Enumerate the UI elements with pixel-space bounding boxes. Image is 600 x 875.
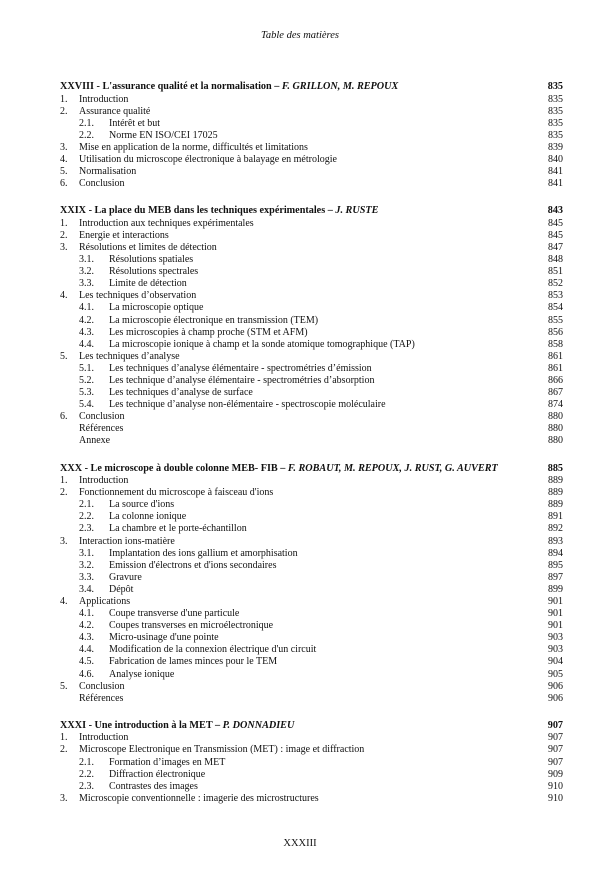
- toc-section-entry: [60, 230, 563, 242]
- entry-number: 1.: [60, 475, 68, 487]
- toc-subsection-entry: [60, 584, 563, 596]
- chapter-page-number: 885: [547, 462, 563, 474]
- entry-page-number: 901: [548, 620, 563, 632]
- entry-number: 2.: [60, 487, 68, 499]
- entry-number: 2.1.: [79, 117, 94, 129]
- toc-section-entry: [60, 423, 563, 435]
- entry-title: Formation d’images en MET: [109, 756, 226, 768]
- toc-subsection-entry: [60, 130, 563, 142]
- entry-page-number: 889: [548, 475, 563, 487]
- chapter-heading: [60, 80, 563, 94]
- entry-number: 3.3.: [79, 278, 94, 290]
- entry-title: Interaction ions-matière: [79, 535, 175, 547]
- entry-number: 3.1.: [79, 254, 94, 266]
- toc-chapter: [60, 462, 563, 705]
- entry-page-number: 904: [548, 656, 563, 668]
- toc-section-entry: [60, 693, 563, 705]
- entry-title: Les techniques d’analyse de surface: [109, 387, 253, 399]
- toc-subsection-entry: [60, 118, 563, 130]
- toc-subsection-entry: [60, 769, 563, 781]
- entry-number: 2.: [60, 744, 68, 756]
- toc-section-entry: [60, 218, 563, 230]
- entry-number: 3.1.: [79, 547, 94, 559]
- entry-title: Annexe: [79, 435, 111, 447]
- entry-title: Applications: [79, 595, 131, 607]
- entry-page-number: 897: [548, 571, 563, 583]
- entry-title: Microscope Electronique en Transmission (MET) : image et diffraction: [79, 744, 365, 756]
- entry-page-number: 866: [548, 374, 563, 386]
- entry-title: Assurance qualité: [79, 105, 151, 117]
- entry-title: Mise en application de la norme, difficultés et limitations: [79, 141, 308, 153]
- entry-number: 4.1.: [79, 302, 94, 314]
- entry-number: 3.: [60, 792, 68, 804]
- entry-number: 1.: [60, 732, 68, 744]
- toc-subsection-entry: [60, 302, 563, 314]
- entry-title: Introduction: [79, 475, 129, 487]
- entry-title: Microscopie conventionnelle : imagerie des microstructures: [79, 792, 319, 804]
- entry-page-number: 848: [548, 254, 563, 266]
- entry-page-number: 845: [548, 229, 563, 241]
- toc-section-entry: [60, 487, 563, 499]
- chapter-heading: [60, 462, 563, 476]
- page-number: XXXIII: [283, 838, 317, 849]
- entry-page-number: 861: [548, 362, 563, 374]
- toc-subsection-entry: [60, 523, 563, 535]
- entry-title: Utilisation du microscope électronique à balayage en métrologie: [79, 153, 337, 165]
- chapter-authors: J. RUSTE: [335, 205, 379, 217]
- entry-title: La source d'ions: [109, 499, 175, 511]
- entry-title: Analyse ionique: [109, 668, 175, 680]
- entry-page-number: 891: [548, 511, 563, 523]
- entry-page-number: 841: [548, 166, 563, 178]
- entry-number: 2.2.: [79, 768, 94, 780]
- chapter-title: [60, 462, 533, 476]
- chapter-page-number: 843: [547, 205, 563, 217]
- entry-page-number: 840: [548, 153, 563, 165]
- entry-title: Fonctionnement du microscope à faisceau d'ions: [79, 487, 274, 499]
- entry-page-number: 889: [548, 487, 563, 499]
- entry-title: Dépôt: [109, 583, 134, 595]
- entry-number: 4.6.: [79, 668, 94, 680]
- entry-page-number: 835: [548, 129, 563, 141]
- entry-number: 2.3.: [79, 523, 94, 535]
- entry-title: Conclusion: [79, 680, 125, 692]
- entry-title: Contrastes des images: [109, 780, 198, 792]
- entry-page-number: 909: [548, 768, 563, 780]
- toc-subsection-entry: [60, 608, 563, 620]
- entry-title: Coupe transverse d'une particule: [109, 608, 240, 620]
- entry-title: La microscopie électronique en transmission (TEM): [109, 314, 319, 326]
- entry-page-number: 910: [548, 780, 563, 792]
- entry-number: 2.2.: [79, 129, 94, 141]
- entry-page-number: 861: [548, 350, 563, 362]
- entry-page-number: 906: [548, 680, 563, 692]
- entry-page-number: 901: [548, 608, 563, 620]
- entry-title: Fabrication de lames minces pour le TEM: [109, 656, 278, 668]
- entry-number: 4.1.: [79, 608, 94, 620]
- entry-title: Conclusion: [79, 178, 125, 190]
- entry-number: 1.: [60, 217, 68, 229]
- toc-section-entry: [60, 94, 563, 106]
- chapter-title-text: XXIX - La place du MEB dans les techniques expérimentales –: [60, 205, 336, 217]
- chapter-heading: [60, 204, 563, 218]
- toc-section-entry: [60, 178, 563, 190]
- toc-section-entry: [60, 732, 563, 744]
- entry-page-number: 907: [548, 756, 563, 768]
- toc-section-entry: [60, 596, 563, 608]
- entry-title: Références: [79, 423, 124, 435]
- toc-section-entry: [60, 106, 563, 118]
- toc-subsection-entry: [60, 572, 563, 584]
- toc-section-entry: [60, 681, 563, 693]
- entry-page-number: 858: [548, 338, 563, 350]
- entry-number: 3.: [60, 141, 68, 153]
- entry-number: 4.3.: [79, 632, 94, 644]
- entry-number: 5.4.: [79, 399, 94, 411]
- entry-number: 1.: [60, 93, 68, 105]
- toc-section-entry: [60, 154, 563, 166]
- toc-subsection-entry: [60, 511, 563, 523]
- entry-number: 3.2.: [79, 559, 94, 571]
- entry-page-number: 906: [548, 692, 563, 704]
- toc-section-entry: [60, 793, 563, 805]
- chapter-authors: F. ROBAUT, M. REPOUX, J. RUST, G. AUVERT: [287, 462, 498, 474]
- toc-subsection-entry: [60, 375, 563, 387]
- entry-title: Résolutions spectrales: [109, 266, 199, 278]
- entry-page-number: 880: [548, 423, 563, 435]
- entry-number: 5.1.: [79, 362, 94, 374]
- chapter-title: [60, 80, 533, 94]
- toc-section-entry: [60, 290, 563, 302]
- toc-subsection-entry: [60, 266, 563, 278]
- chapter-heading: [60, 719, 563, 733]
- entry-page-number: 845: [548, 217, 563, 229]
- entry-number: 2.2.: [79, 511, 94, 523]
- toc-chapter: [60, 204, 563, 447]
- toc-subsection-entry: [60, 278, 563, 290]
- entry-page-number: 895: [548, 559, 563, 571]
- entry-title: Introduction aux techniques expérimentales: [79, 217, 254, 229]
- toc-section-entry: [60, 351, 563, 363]
- toc-subsection-entry: [60, 620, 563, 632]
- entry-page-number: 905: [548, 668, 563, 680]
- entry-title: Diffraction électronique: [109, 768, 206, 780]
- entry-number: 5.: [60, 350, 68, 362]
- entry-page-number: 903: [548, 632, 563, 644]
- entry-page-number: 889: [548, 499, 563, 511]
- entry-title: La colonne ionique: [109, 511, 187, 523]
- chapter-title-text: XXVIII - L'assurance qualité et la normalisation –: [60, 81, 282, 92]
- entry-number: 4.: [60, 595, 68, 607]
- entry-number: 2.3.: [79, 780, 94, 792]
- toc-subsection-entry: [60, 669, 563, 681]
- entry-page-number: 907: [548, 732, 563, 744]
- entry-number: 2.: [60, 229, 68, 241]
- toc-section-entry: [60, 166, 563, 178]
- entry-title: La microscopie optique: [109, 302, 204, 314]
- entry-title: Références: [79, 692, 124, 704]
- toc-subsection-entry: [60, 560, 563, 572]
- toc-subsection-entry: [60, 548, 563, 560]
- toc-subsection-entry: [60, 656, 563, 668]
- entry-number: 3.4.: [79, 583, 94, 595]
- entry-number: 4.2.: [79, 314, 94, 326]
- toc-section-entry: [60, 744, 563, 756]
- entry-number: 5.: [60, 680, 68, 692]
- toc-subsection-entry: [60, 363, 563, 375]
- entry-number: 5.: [60, 166, 68, 178]
- entry-page-number: 856: [548, 326, 563, 338]
- entry-number: 3.: [60, 535, 68, 547]
- chapter-authors: F. GRILLON, M. REPOUX: [281, 81, 399, 92]
- entry-page-number: 874: [548, 399, 563, 411]
- chapter-page-number: 907: [547, 719, 563, 731]
- toc-subsection-entry: [60, 315, 563, 327]
- chapter-page-number: 835: [547, 81, 563, 92]
- chapter-title: [60, 719, 533, 733]
- entry-title: Les techniques d’analyse élémentaire - spectrométries d’émission: [109, 362, 372, 374]
- entry-title: Résolutions spatiales: [109, 254, 194, 266]
- entry-number: 6.: [60, 178, 68, 190]
- entry-number: 2.1.: [79, 499, 94, 511]
- toc-section-entry: [60, 411, 563, 423]
- entry-page-number: 855: [548, 314, 563, 326]
- entry-page-number: 835: [548, 105, 563, 117]
- entry-page-number: 854: [548, 302, 563, 314]
- table-of-contents: [60, 80, 563, 819]
- entry-title: Les techniques d’observation: [79, 290, 197, 302]
- entry-page-number: 907: [548, 744, 563, 756]
- entry-number: 2.: [60, 105, 68, 117]
- entry-title: Implantation des ions gallium et amorphisation: [109, 547, 298, 559]
- entry-title: Limite de détection: [109, 278, 187, 290]
- toc-subsection-entry: [60, 757, 563, 769]
- entry-title: Normalisation: [79, 166, 137, 178]
- entry-number: 5.2.: [79, 374, 94, 386]
- entry-page-number: 880: [548, 411, 563, 423]
- entry-title: Conclusion: [79, 411, 125, 423]
- toc-section-entry: [60, 142, 563, 154]
- entry-number: 4.4.: [79, 338, 94, 350]
- entry-page-number: 901: [548, 595, 563, 607]
- toc-subsection-entry: [60, 254, 563, 266]
- chapter-authors: P. DONNADIEU: [222, 719, 295, 731]
- entry-page-number: 892: [548, 523, 563, 535]
- entry-title: Modification de la connexion électrique d'un circuit: [109, 644, 317, 656]
- entry-title: La chambre et le porte-échantillon: [109, 523, 247, 535]
- entry-title: Intérêt et but: [109, 117, 161, 129]
- entry-page-number: 839: [548, 141, 563, 153]
- entry-title: Les microscopies à champ proche (STM et AFM): [109, 326, 308, 338]
- entry-page-number: 867: [548, 387, 563, 399]
- entry-title: Gravure: [109, 571, 142, 583]
- toc-subsection-entry: [60, 499, 563, 511]
- entry-title: Norme EN ISO/CEI 17025: [109, 129, 218, 141]
- chapter-title: [60, 204, 533, 218]
- toc-section-entry: [60, 242, 563, 254]
- entry-page-number: 847: [548, 241, 563, 253]
- entry-page-number: 910: [548, 792, 563, 804]
- entry-page-number: 880: [548, 435, 563, 447]
- entry-number: 6.: [60, 411, 68, 423]
- entry-title: Introduction: [79, 732, 129, 744]
- entry-page-number: 893: [548, 535, 563, 547]
- entry-number: 3.2.: [79, 266, 94, 278]
- entry-number: 4.: [60, 290, 68, 302]
- entry-number: 5.3.: [79, 387, 94, 399]
- entry-title: Coupes transverses en microélectronique: [109, 620, 274, 632]
- toc-subsection-entry: [60, 781, 563, 793]
- entry-page-number: 853: [548, 290, 563, 302]
- entry-title: Les technique d’analyse élémentaire - spectrométries d’absorption: [109, 374, 375, 386]
- chapter-title-text: XXXI - Une introduction à la MET –: [60, 719, 223, 731]
- toc-subsection-entry: [60, 399, 563, 411]
- entry-title: Les techniques d’analyse: [79, 350, 180, 362]
- entry-number: 4.2.: [79, 620, 94, 632]
- entry-page-number: 835: [548, 117, 563, 129]
- toc-subsection-entry: [60, 632, 563, 644]
- entry-number: 2.1.: [79, 756, 94, 768]
- toc-subsection-entry: [60, 327, 563, 339]
- toc-subsection-entry: [60, 387, 563, 399]
- entry-title: Résolutions et limites de détection: [79, 241, 217, 253]
- entry-title: La microscopie ionique à champ et la sonde atomique tomographique (TAP): [109, 338, 415, 350]
- entry-page-number: 841: [548, 178, 563, 190]
- running-header: Table des matières: [261, 30, 339, 41]
- entry-title: Micro-usinage d'une pointe: [109, 632, 219, 644]
- entry-page-number: 899: [548, 583, 563, 595]
- entry-page-number: 835: [548, 93, 563, 105]
- toc-subsection-entry: [60, 339, 563, 351]
- entry-page-number: 852: [548, 278, 563, 290]
- entry-number: 3.3.: [79, 571, 94, 583]
- entry-page-number: 894: [548, 547, 563, 559]
- entry-title: Introduction: [79, 93, 129, 105]
- entry-title: Energie et interactions: [79, 229, 169, 241]
- toc-section-entry: [60, 536, 563, 548]
- entry-number: 4.5.: [79, 656, 94, 668]
- toc-chapter: [60, 80, 563, 190]
- toc-subsection-entry: [60, 644, 563, 656]
- entry-number: 4.4.: [79, 644, 94, 656]
- entry-number: 4.3.: [79, 326, 94, 338]
- entry-title: Les technique d’analyse non-élémentaire - spectroscopie moléculaire: [109, 399, 386, 411]
- chapter-title-text: XXX - Le microscope à double colonne MEB- FIB –: [60, 462, 288, 474]
- entry-title: Emission d'électrons et d'ions secondaires: [109, 559, 277, 571]
- entry-number: 4.: [60, 153, 68, 165]
- toc-section-entry: [60, 475, 563, 487]
- entry-page-number: 851: [548, 266, 563, 278]
- toc-chapter: [60, 719, 563, 805]
- entry-number: 3.: [60, 241, 68, 253]
- entry-page-number: 903: [548, 644, 563, 656]
- toc-section-entry: [60, 435, 563, 447]
